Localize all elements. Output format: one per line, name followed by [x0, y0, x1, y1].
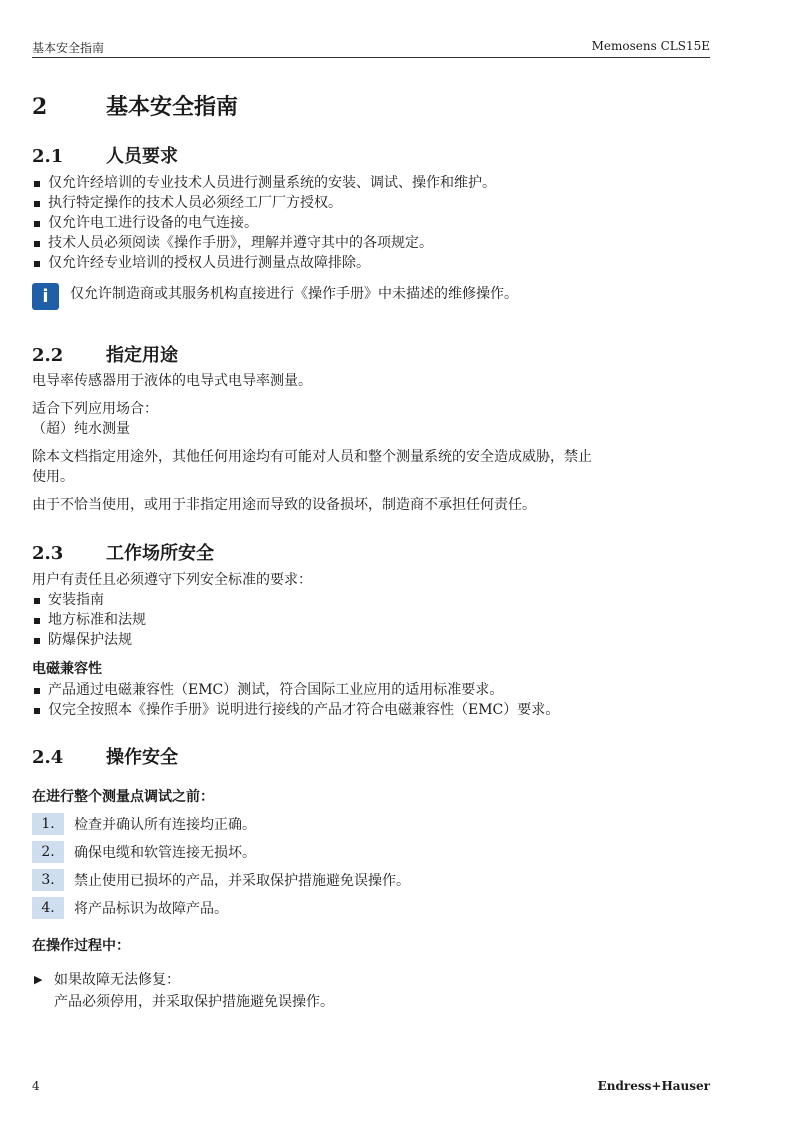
paragraph: 电导率传感器用于液体的电导式电导率测量。: [32, 373, 312, 389]
paragraph: （超）纯水测量: [32, 421, 130, 437]
section-2-1-heading: [32, 142, 178, 168]
step-text: 检查并确认所有连接均正确。: [74, 817, 256, 833]
header-product-name: Memosens CLS15E: [591, 39, 710, 53]
section-2-4-heading: [32, 743, 178, 769]
list-item: 仅完全按照本《操作手册》说明进行接线的产品才符合电磁兼容性（EMC）要求。: [32, 700, 559, 720]
list-item: 防爆保护法规: [32, 630, 146, 650]
page-number: 4: [32, 1079, 40, 1093]
emc-list: [32, 680, 559, 720]
paragraph: 适合下列应用场合：: [32, 401, 158, 417]
section-title: 工作场所安全: [106, 543, 214, 564]
step-number: 3.: [32, 869, 64, 891]
chapter-heading: [32, 90, 238, 121]
condition-text: 如果故障无法修复：: [54, 972, 180, 988]
brand-name: Endress+Hauser: [597, 1079, 710, 1093]
step-number: 2.: [32, 841, 64, 863]
section-title: 指定用途: [106, 345, 178, 366]
before-commissioning-subheading: 在进行整个测量点调试之前：: [32, 789, 214, 805]
step-number: 4.: [32, 897, 64, 919]
step-text: 确保电缆和软管连接无损坏。: [74, 845, 256, 861]
section-2-3-heading: [32, 539, 214, 565]
paragraph: 除本文档指定用途外，其他任何用途均有可能对人员和整个测量系统的安全造成威胁，禁止: [32, 449, 592, 465]
action-text: 产品必须停用，并采取保护措施避免误操作。: [54, 994, 334, 1010]
section-title: 操作安全: [106, 747, 178, 768]
list-item: 仅允许电工进行设备的电气连接。: [32, 213, 496, 233]
list-item: 仅允许经专业培训的授权人员进行测量点故障排除。: [32, 253, 496, 273]
header-section-title: 基本安全指南: [32, 41, 105, 55]
paragraph: 用户有责任且必须遵守下列安全标准的要求：: [32, 572, 312, 588]
during-operation-subheading: 在操作过程中：: [32, 938, 130, 954]
list-item: 地方标准和法规: [32, 610, 146, 630]
list-item: 安装指南: [32, 590, 146, 610]
emc-subheading: 电磁兼容性: [32, 661, 102, 677]
personnel-requirements-list: [32, 173, 496, 273]
section-number: 2.2: [32, 345, 64, 366]
list-item: 执行特定操作的技术人员必须经工厂厂方授权。: [32, 193, 496, 213]
triangle-right-icon: ▶: [34, 973, 43, 986]
chapter-title: 基本安全指南: [106, 94, 239, 120]
step-text: 将产品标识为故障产品。: [74, 901, 228, 917]
section-number: 2.3: [32, 543, 64, 564]
list-item: 产品通过电磁兼容性（EMC）测试，符合国际工业应用的适用标准要求。: [32, 680, 559, 700]
page-header: [32, 37, 710, 58]
safety-standards-list: [32, 590, 146, 650]
list-item: 技术人员必须阅读《操作手册》，理解并遵守其中的各项规定。: [32, 233, 496, 253]
section-title: 人员要求: [106, 146, 178, 167]
page-footer: [32, 1079, 710, 1093]
step-number: 1.: [32, 813, 64, 835]
section-number: 2.4: [32, 747, 64, 768]
list-item: 仅允许经培训的专业技术人员进行测量系统的安装、调试、操作和维护。: [32, 173, 496, 193]
step-text: 禁止使用已损坏的产品，并采取保护措施避免误操作。: [74, 873, 410, 889]
paragraph: 由于不恰当使用，或用于非指定用途而导致的设备损坏，制造商不承担任何责任。: [32, 497, 536, 513]
section-2-2-heading: [32, 341, 178, 367]
section-number: 2.1: [32, 146, 64, 167]
info-icon: i: [32, 283, 59, 310]
paragraph: 使用。: [32, 469, 74, 485]
info-note-text: 仅允许制造商或其服务机构直接进行《操作手册》中未描述的维修操作。: [70, 286, 518, 302]
chapter-number: 2: [32, 94, 48, 120]
